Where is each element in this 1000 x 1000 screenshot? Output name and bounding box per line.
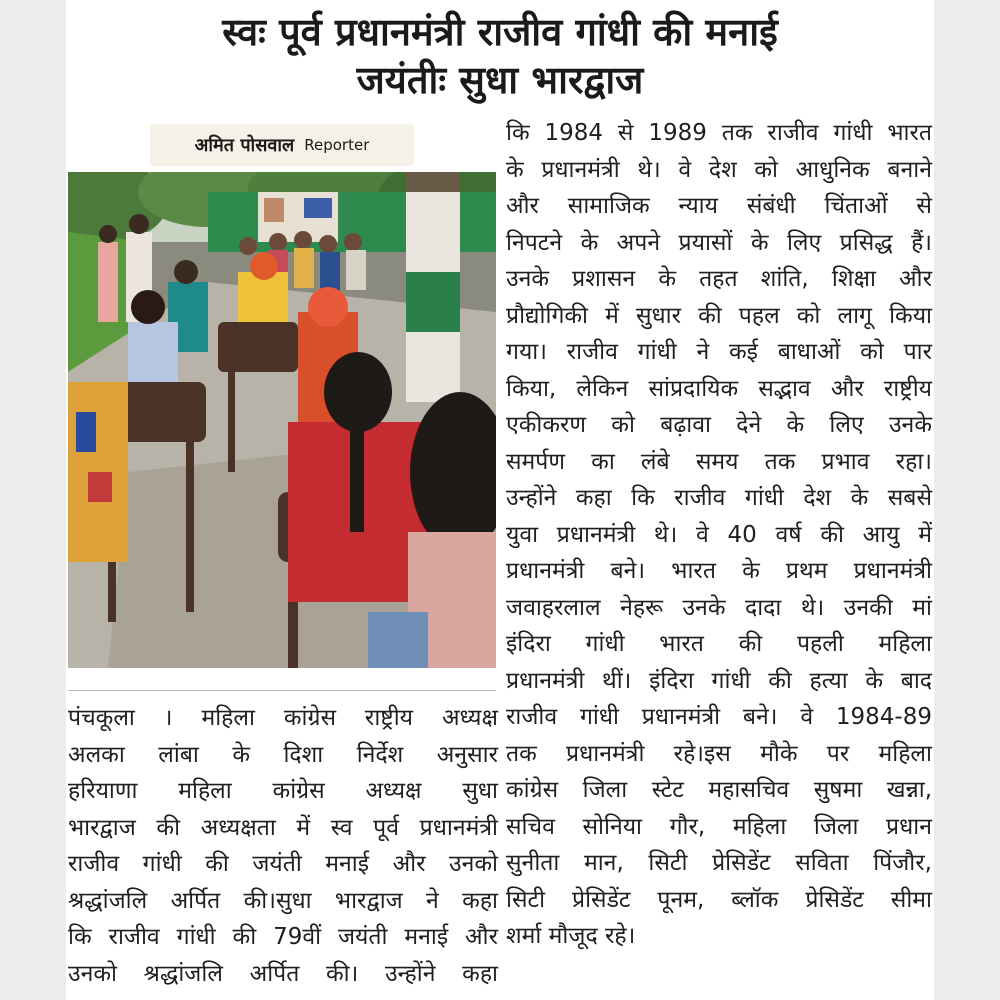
body-line: समर्पण का लंबे समय तक प्रभाव रहा।: [506, 448, 932, 475]
body-line: और सामाजिक न्याय संबंधी चिंताओं से: [506, 193, 932, 219]
body-line: उनके प्रशासन के तहत शांति, शिक्षा और: [506, 266, 932, 292]
body-line: अलका लांबा के दिशा निर्देश अनुसार: [68, 741, 498, 768]
body-line: किया, लेकिन सांप्रदायिक सद्भाव और राष्ट्रीय: [506, 375, 932, 402]
body-line: सुनीता मान, सिटी प्रेसिडेंट सविता पिंजौर,: [506, 850, 932, 876]
body-line: प्रौद्योगिकी में सुधार की पहल को लागू किया: [506, 302, 932, 329]
news-clipping: [66, 0, 934, 1000]
headline: [66, 8, 934, 104]
body-line: श्रद्धांजलि अर्पित की।सुधा भारद्वाज ने कहा: [68, 887, 498, 914]
body-line: भारद्वाज की अध्यक्षता में स्व पूर्व प्रधानमंत्री: [68, 814, 498, 841]
body-line: राजीव गांधी की जयंती मनाई और उनको: [68, 851, 498, 877]
body-line: शर्मा मौजूद रहे।: [506, 923, 636, 949]
body-line: प्रधानमंत्री बने। भारत के प्रथम प्रधानमंत्री: [506, 558, 932, 584]
body-line: तक प्रधानमंत्री रहे।इस मौके पर महिला: [506, 740, 932, 767]
event-photo: [68, 172, 496, 668]
body-line: के प्रधानमंत्री थे। वे देश को आधुनिक बनाने: [506, 156, 932, 183]
body-line: उन्होंने कहा कि राजीव गांधी देश के सबसे: [506, 485, 932, 511]
byline: [150, 124, 414, 166]
body-line: निपटने के अपने प्रयासों के लिए प्रसिद्ध हैं।: [506, 229, 932, 256]
body-line: जवाहरलाल नेहरू उनके दादा थे। उनकी मां: [506, 594, 932, 621]
body-line: कांग्रेस जिला स्टेट महासचिव सुषमा खन्ना,: [506, 777, 932, 803]
body-line: सचिव सोनिया गौर, महिला जिला प्रधान: [506, 813, 932, 840]
body-line: हरियाणा महिला कांग्रेस अध्यक्ष सुधा: [68, 778, 498, 804]
body-line: प्रधानमंत्री थीं। इंदिरा गांधी की हत्या के बाद: [506, 667, 932, 694]
headline-line-1: स्वः पूर्व प्रधानमंत्री राजीव गांधी की मनाई: [222, 10, 778, 54]
reporter-name: अमित पोसवाल: [194, 135, 295, 156]
headline-line-2: जयंतीः सुधा भारद्वाज: [356, 58, 644, 102]
body-line: गया। राजीव गांधी ने कई बाधाओं को पार: [506, 339, 932, 365]
body-line: उनको श्रद्धांजलि अर्पित की। उन्होंने कहा: [68, 960, 498, 987]
body-line: युवा प्रधानमंत्री थे। वे 40 वर्ष की आयु में: [506, 521, 932, 548]
article-body-right-column: [506, 115, 932, 955]
reporter-role: Reporter: [304, 136, 370, 154]
body-line: इंदिरा गांधी भारत की पहली महिला: [506, 631, 932, 657]
body-line: कि राजीव गांधी की 79वीं जयंती मनाई और: [68, 924, 498, 950]
body-line: पंचकूला । महिला कांग्रेस राष्ट्रीय अध्यक्ष: [68, 705, 498, 731]
body-line: सिटी प्रेसिडेंट पूनम, ब्लॉक प्रेसिडेंट सीमा: [506, 886, 932, 913]
body-line: एकीकरण को बढ़ावा देने के लिए उनके: [506, 412, 932, 438]
body-line: कि 1984 से 1989 तक राजीव गांधी भारत: [506, 120, 932, 146]
column-divider: [68, 690, 496, 691]
article-body-left-column: [68, 700, 498, 992]
body-line: राजीव गांधी प्रधानमंत्री बने। वे 1984-89: [506, 704, 932, 730]
